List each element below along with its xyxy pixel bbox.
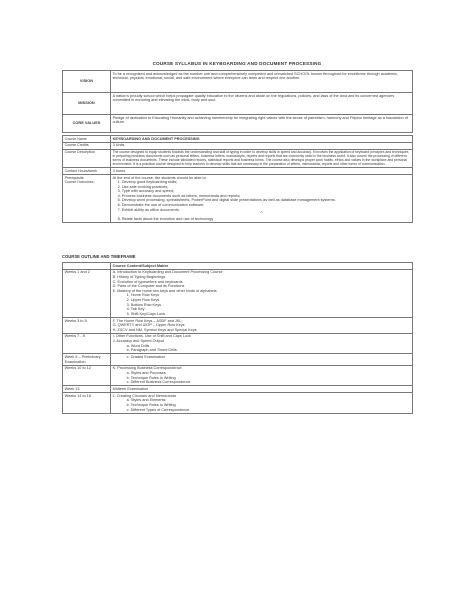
contact-hours-row bbox=[63, 168, 413, 175]
course-outline-heading: COURSE OUTLINE AND TIMEFRAME bbox=[62, 254, 136, 259]
outline-line: E. Mastery of the home row keys and other kinds of alphabets bbox=[112, 288, 217, 293]
outcome-item: 2. Use safe working practices; bbox=[117, 184, 169, 189]
outline-week: Weeks 1 and 2 bbox=[63, 269, 111, 317]
outline-subline: a. Styles and Elements bbox=[126, 398, 166, 403]
outline-subline: c. Different Business Correspondence bbox=[126, 380, 191, 385]
outline-line: D. Parts of the Computer and its Functions bbox=[112, 284, 185, 289]
vision-text: To be a recognized and acknowledged as the number one and comprehensively competent and unmatched SCHOOL known throughout for excellence through academic, technical, physical, emotional, social, and safe environment where everyone can learn and respect one another. bbox=[111, 71, 413, 93]
document-title: COURSE SYLLABUS IN KEYBOARDING AND DOCUMENT PROCESSING bbox=[152, 61, 322, 66]
outline-row bbox=[63, 333, 413, 354]
outcome-item: 5. Develop word processing, spreadsheets, PowerPoint and digital slide presentations as well as database management systems; bbox=[117, 198, 336, 203]
outline-content bbox=[111, 386, 413, 393]
outline-row bbox=[63, 393, 413, 414]
outline-header-empty bbox=[63, 263, 111, 270]
vision-label: VISION bbox=[63, 71, 111, 93]
contact-hours-value: 3 hours bbox=[111, 168, 413, 175]
vision-row bbox=[63, 71, 413, 93]
core-values-label: CORE VALUES bbox=[63, 115, 111, 133]
outcomes-intro: At the end of the course, the students should be able to: bbox=[112, 175, 207, 180]
outline-line: B. History of Typing Beginnings bbox=[112, 274, 166, 279]
outline-row bbox=[63, 269, 413, 317]
core-values-text: Pledge of dedication to Educating Humanity and achieving membership for integrating right values with the sense of patriotism, harmony and Filipino heritage as a foundation of culture. bbox=[111, 115, 413, 133]
outcome-item: 1. Develop good keyboarding skills; bbox=[117, 180, 178, 185]
outline-row bbox=[63, 354, 413, 365]
outline-subline: 1. Home Row Keys bbox=[126, 293, 160, 298]
mission-label: MISSION bbox=[63, 93, 111, 115]
outline-line: F. The Home Row Keys – ASDF and JKL; bbox=[112, 318, 183, 323]
core-values-row bbox=[63, 115, 413, 133]
outline-subline: 3. Bottom Row Keys bbox=[126, 302, 161, 307]
outline-line: L. Creating Circulars and Memoranda bbox=[112, 393, 176, 398]
course-credits-value: 3 Units bbox=[111, 142, 413, 149]
outline-subline: c. Different Types of Correspondence bbox=[126, 407, 190, 412]
outline-subline: c. Graded Examination bbox=[126, 355, 166, 360]
outcome-item: 3. Type with accuracy and speed; bbox=[117, 189, 174, 194]
outline-week: Week 9 – Preliminary Examination bbox=[63, 354, 111, 365]
outline-line: H. ZXCV and NM, Symbol Keys and Special Keys bbox=[112, 327, 197, 332]
course-name-row bbox=[63, 136, 413, 143]
outcomes-list-continued bbox=[113, 217, 411, 222]
course-outcomes-label: Course Outcomes bbox=[64, 180, 94, 185]
outline-week: Week 13 bbox=[63, 386, 111, 393]
outline-content bbox=[111, 393, 413, 414]
outcome-item: 6. Demonstrate the use of communication software; bbox=[117, 203, 205, 208]
outline-week: Weeks 7 - 8 bbox=[63, 333, 111, 354]
outcome-item: 8. Relate facts about the evolution and use of technology bbox=[117, 217, 214, 222]
contact-hours-label: Contact Hours/week bbox=[63, 168, 111, 175]
course-description-row bbox=[63, 149, 413, 168]
outline-content bbox=[111, 365, 413, 386]
outline-row bbox=[63, 365, 413, 386]
outline-row bbox=[63, 317, 413, 333]
outline-subline: b. Technique Rules in Writing bbox=[126, 375, 176, 380]
mission-row bbox=[63, 93, 413, 115]
course-description-label: Course Description bbox=[63, 149, 111, 168]
outline-subline: 4. Tab Key bbox=[126, 307, 145, 312]
outline-subline: 5. Shift Key/Caps Lock bbox=[126, 311, 166, 316]
outline-line: G. QWERTY and UIOP – Upper Row Keys bbox=[112, 323, 185, 328]
outline-subline: 2. Upper Row Keys bbox=[126, 297, 160, 302]
prerequisite-label: Prerequisite bbox=[64, 175, 84, 180]
course-info-table bbox=[62, 135, 413, 223]
outline-week: Weeks 14 to 16 bbox=[63, 393, 111, 414]
mission-text: A nation's proudly school which helps propagate quality education to the citizens and abide on the regulations, policies, and laws of the land and its concerned agencies committed in nurturing and elevating the mind, body and soul. bbox=[111, 93, 413, 115]
caret-up-icon: ⌃ bbox=[259, 211, 264, 218]
outcomes-labels bbox=[63, 174, 111, 223]
vmg-table bbox=[62, 70, 413, 133]
course-credits-row bbox=[63, 142, 413, 149]
course-name-label: Course Name bbox=[63, 136, 111, 143]
outline-line: Midterm Examination bbox=[112, 386, 149, 391]
outline-week: Weeks 3 to 5 bbox=[63, 317, 111, 333]
outline-content bbox=[111, 333, 413, 354]
course-credits-label: Course Credits bbox=[63, 142, 111, 149]
outline-line: J. Accuracy and Speed Output bbox=[112, 339, 164, 344]
course-description-value: The course designed to equip students towards the understanding and skill of typing in order to develop skills in speed and accuracy. It involves the application of keyboard principles and techniques in preparing business documents such as personal letters, business letters, manuscripts, reports and reports that are commonly used in the business world. It also covers the processing of different forms of business documents. These include tabulated reports, statistical reports and business forms. The course also develops proper work habits, ethics and values in the workplace and personal environment. It is a practical course designed to help learners to develop skills that are necessary in the preparation of letters, memoranda, reports and other forms of communication. bbox=[111, 149, 413, 168]
outline-row bbox=[63, 386, 413, 393]
course-name-value: KEYBOARDING AND DOCUMENT PROCESSING bbox=[111, 136, 413, 143]
outcome-item: 4. Process business documents such as letters, memoranda and reports; bbox=[117, 193, 241, 198]
outcome-item: 7. Exhibit ability as office documents. bbox=[117, 207, 180, 212]
outline-content bbox=[111, 354, 413, 365]
outline-subline: a. Styles and Purposes bbox=[126, 371, 166, 375]
course-outcomes-row bbox=[63, 174, 413, 223]
outline-header-row bbox=[63, 263, 413, 270]
course-outcomes-cell bbox=[111, 174, 413, 223]
outline-subline: a. Word Drills bbox=[126, 343, 150, 348]
outline-line: K. Processing Business Correspondence bbox=[112, 366, 182, 371]
outline-subline: b. Technique Rules in Writing bbox=[126, 402, 176, 407]
outline-line: C. Evolution of typewriters and keyboards bbox=[112, 279, 183, 284]
outline-content bbox=[111, 317, 413, 333]
outcomes-list bbox=[113, 180, 411, 212]
outline-subline: b. Paragraph and Timed Drills bbox=[126, 348, 177, 353]
outline-header: Course Content/Subject Matter bbox=[111, 263, 413, 270]
outline-line: A. Introduction to Keyboarding and Document Processing Course bbox=[112, 270, 223, 275]
outline-week: Weeks 10 to 12 bbox=[63, 365, 111, 386]
outline-line: I. Other Functions, Use of Shift and Caps Lock bbox=[112, 334, 191, 339]
course-outline-table bbox=[62, 262, 413, 414]
outline-content bbox=[111, 269, 413, 317]
